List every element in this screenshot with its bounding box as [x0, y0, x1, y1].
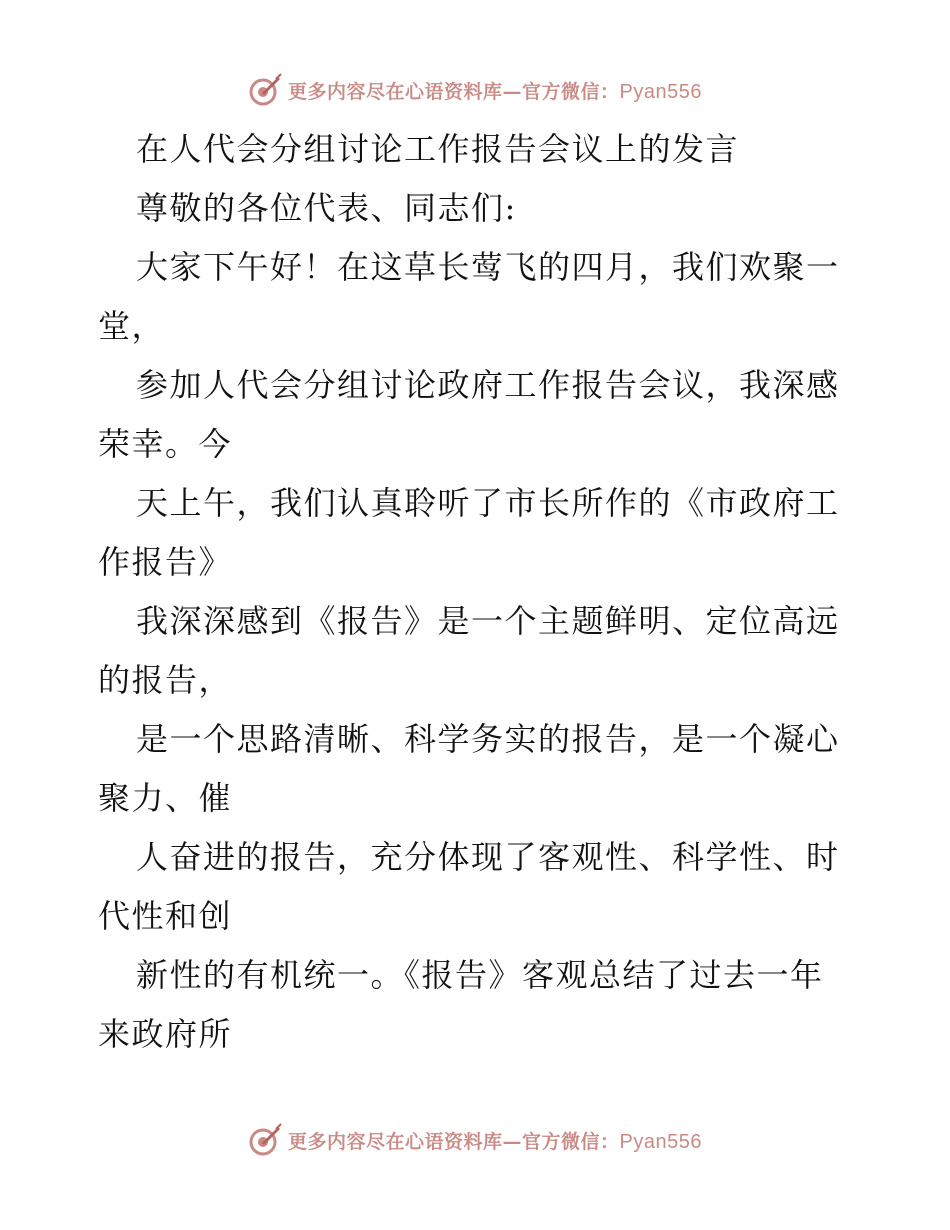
text-line: 参加人代会分组讨论政府工作报告会议，我深感: [136, 366, 840, 404]
watermark-text: 更多内容尽在心语资料库—官方微信：Pyan556: [288, 80, 702, 103]
footer-watermark: [0, 1120, 950, 1160]
wechat-id: Pyan556: [619, 1130, 702, 1153]
pen-logo-icon: [248, 73, 282, 107]
text-line: 堂，: [98, 307, 166, 345]
text-line: 尊敬的各位代表、同志们:: [136, 189, 517, 227]
pen-logo-icon: [248, 1123, 282, 1157]
wechat-id: Pyan556: [619, 80, 702, 103]
text-line: 的报告，: [98, 661, 233, 699]
header-watermark: [0, 70, 950, 110]
text-line: 来政府所: [98, 1015, 233, 1053]
text-line: 新性的有机统一。《报告》客观总结了过去一年: [136, 956, 824, 994]
text-line: 在人代会分组讨论工作报告会议上的发言: [136, 130, 740, 168]
watermark-text: 更多内容尽在心语资料库—官方微信：Pyan556: [288, 1130, 702, 1153]
text-line: 荣幸。今: [98, 425, 233, 463]
text-line: 我深深感到《报告》是一个主题鲜明、定位高远: [136, 602, 840, 640]
document-body: [98, 120, 858, 1064]
text-line: 是一个思路清晰、科学务实的报告，是一个凝心: [136, 720, 840, 758]
text-line: 聚力、催: [98, 779, 233, 817]
text-line: 作报告》: [98, 543, 233, 581]
text-line: 天上午，我们认真聆听了市长所作的《市政府工: [136, 484, 840, 522]
text-line: 大家下午好！在这草长莺飞的四月，我们欢聚一: [136, 248, 840, 286]
text-line: 代性和创: [98, 897, 233, 935]
text-line: 人奋进的报告，充分体现了客观性、科学性、时: [136, 838, 840, 876]
